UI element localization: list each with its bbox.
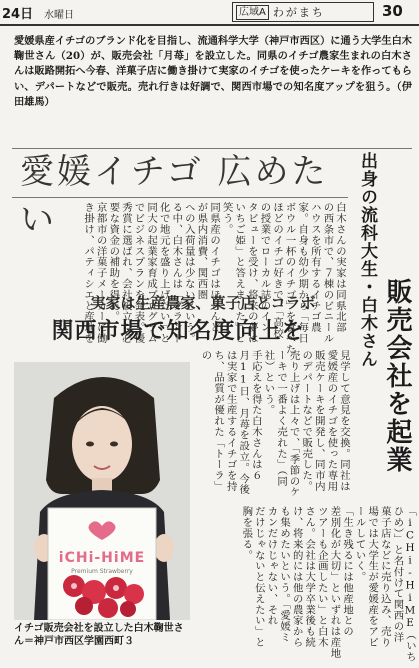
upper-line: タビューを受け、将来の夢は: [245, 202, 258, 344]
upper-line: 家。自身も幼少期から「毎日: [296, 202, 309, 344]
upper-line: 同県産のイチゴはほとんど: [208, 202, 221, 333]
lower-line: だけじゃないと伝えたい」と: [252, 506, 265, 648]
product-label: iCHi-HiME: [58, 550, 146, 566]
lower-line: さん。会社は大学卒業後も続: [303, 506, 316, 648]
lower-middle-body-text: [194, 350, 350, 500]
lower-line: も集めたいという。「愛媛ミ: [278, 506, 291, 643]
lower-line: 差別化が大切」といずれは産地: [328, 506, 341, 659]
side-headline-2: 販売会社を起業: [382, 278, 412, 474]
lead-paragraph: 愛媛県産イチゴのブランド化を目指し、流通科学大学（神戸市西区）に通う大学生白木鞠世さん（20）が、販売会社「月苺」を設立した。同県のイチゴ農家生まれの白木さんは販路開拓へ今春、洋菓子店に働き掛けて実家のイチゴを使ったケーキを作ってもらい、デパートなどで販売。売れ行きは好調で、関西市場での知名度アップを狙う。（伊田雄馬）: [14, 35, 412, 108]
upper-line: の西条市で、７棟のビニール: [321, 202, 334, 344]
header-date: 24日: [2, 7, 34, 22]
upper-line: ほどのイチゴ好きで、「高校: [271, 202, 284, 339]
upper-line: 要な資金の補助を得た。: [107, 202, 120, 322]
page-number: 30: [382, 2, 403, 20]
lower-line: ツアーも企画したい」と白木: [315, 506, 328, 648]
lower-line: 胸を張る。: [240, 506, 253, 561]
upper-line: の授業でローカル誌のイン: [258, 202, 271, 333]
upper-line: が県内消費、関西圏: [195, 202, 208, 301]
upper-line: でビジネスプランを発表。優: [132, 202, 145, 344]
lower-line: ールしていく。: [353, 506, 366, 583]
upper-line: き掛け、パティシエと産地を: [82, 202, 95, 344]
lower-line: は実家で生産するイチゴを持: [224, 350, 237, 492]
subheadline-1: 実家は生産農家、菓子店とコラボ: [90, 294, 316, 312]
lower-line: 場では大学生が愛媛産をアピ: [366, 506, 379, 648]
upper-line: 笑う。: [220, 202, 233, 235]
section-name: わがまち: [272, 6, 325, 19]
upper-line: ハウスを所有するイチゴ農: [308, 202, 321, 333]
upper-line: いちご姫」と答えました」と: [233, 202, 246, 344]
lower-line: 手応えを得た白木さんは６: [249, 350, 262, 481]
section-banner: [232, 2, 374, 22]
lower-line: 月11日、月苺を設立。今後: [237, 350, 250, 495]
header-weekday: 水曜日: [44, 10, 74, 21]
upper-line: ボウル一杯のイチゴ」を食べた: [283, 202, 296, 355]
lower-line: 見学して意見を交換。同社は: [338, 350, 350, 492]
news-photo: [14, 362, 190, 620]
upper-line: 白木さんの実家は同県北部: [334, 202, 346, 333]
main-headline: 愛媛イチゴ 広めたい: [20, 152, 329, 240]
upper-line: 化で地元を盛り上げたい」と: [157, 202, 170, 344]
lower-line: 「生き残るには他産地との: [341, 506, 354, 637]
upper-line: る中、白木さんは「ブランド: [170, 202, 183, 344]
lower-line: 社）という。: [262, 350, 275, 416]
lower-line: 愛媛産のイチゴを使った専用: [325, 350, 338, 492]
upper-line: 京都市の洋菓子メーカーに働: [94, 202, 107, 344]
photo-caption: イチゴ販売会社を設立した白木鞠世さん＝神戸市西区学園西町３: [14, 623, 184, 647]
lower-line: け、将来的には他の農家から: [290, 506, 303, 648]
photo-illustration: [14, 362, 190, 620]
lower-bottom-body-text: [220, 506, 416, 662]
upper-line: への入荷量は少ないという。: [182, 202, 195, 344]
lower-line: 売り上げは上々で、「季節のケ: [287, 350, 300, 498]
headline-divider: [12, 197, 348, 198]
upper-line: 秀賞に選ばれ、会社設立に必: [119, 202, 132, 344]
lower-line: ーキで一番よく売れた」（同: [275, 350, 288, 487]
subheadline-2: 関西市場で知名度向上を: [51, 319, 305, 344]
lower-line: の: [199, 350, 212, 361]
header-divider: [0, 24, 419, 26]
product-sublabel: Premium Strawberry: [71, 568, 133, 575]
section-tag: 広域A: [236, 5, 269, 20]
side-headline-1: 出身の流科大生・白木さん: [357, 152, 377, 368]
lower-line: 菓子店などに売り込み、売り: [378, 506, 391, 648]
upper-line: 同大の起業家育成プログラム: [145, 202, 158, 344]
lower-line: ひめ）」と名付けて関西の洋: [391, 506, 404, 643]
lower-line: 「iCHi-HiME（いち: [404, 506, 416, 663]
lower-line: ち、品質が優れた「トーラ」: [212, 350, 225, 492]
lower-line: カンだけじゃない、それ: [265, 506, 278, 626]
lower-line: のデパートなどで販売した。: [300, 350, 313, 492]
lower-line: 販売ケーキを開発し、同市内: [312, 350, 325, 492]
